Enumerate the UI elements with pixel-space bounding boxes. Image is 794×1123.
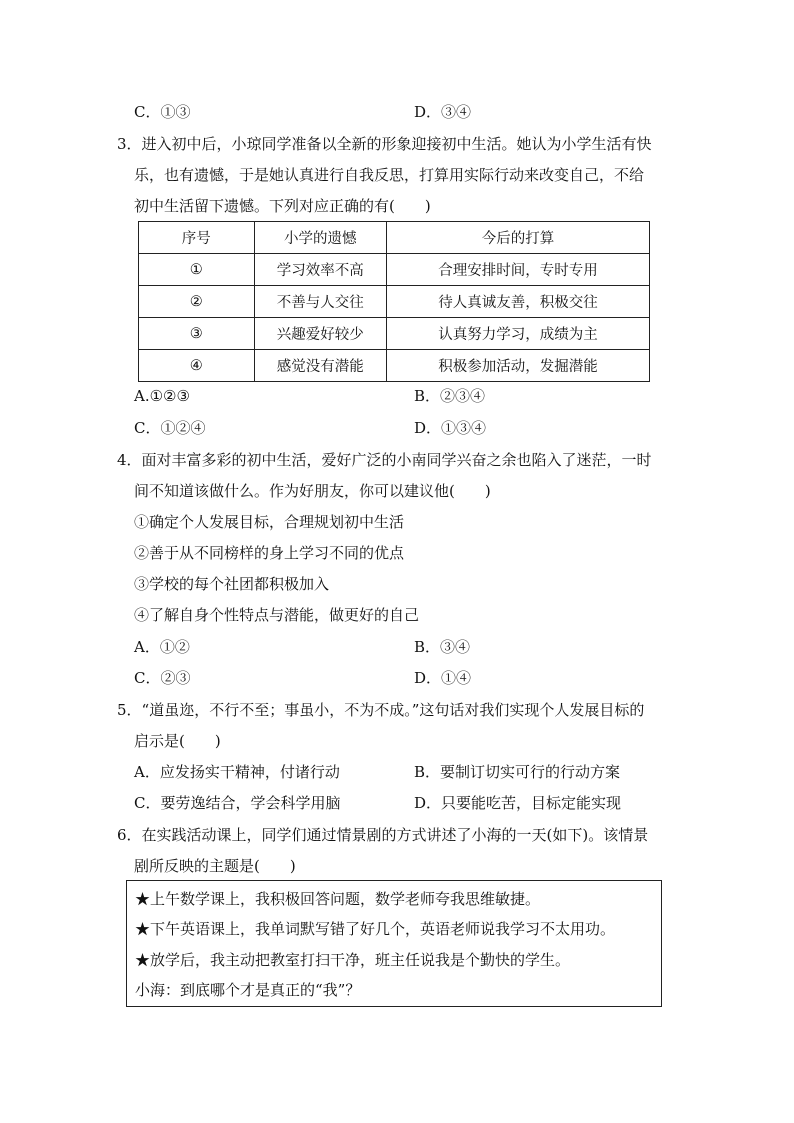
question-3-line-3: 初中生活留下遗憾。下列对应正确的有( )	[134, 197, 431, 215]
table-cell: 兴趣爱好较少	[254, 318, 386, 350]
question-6-line-1: 6．在实践活动课上，同学们通过情景剧的方式讲述了小海的一天(如下)。该情景	[117, 826, 649, 844]
option-d[interactable]: D．③④	[414, 103, 472, 121]
table-cell: 待人真诚友善，积极交往	[387, 286, 650, 318]
option-a[interactable]: A．①②	[134, 638, 190, 656]
option-a[interactable]: A.①②③	[134, 387, 190, 405]
option-d[interactable]: D．只要能吃苦，目标定能实现	[414, 794, 622, 812]
table-header: 今后的打算	[387, 222, 650, 254]
table-cell: 合理安排时间，专时专用	[387, 254, 650, 286]
question-3-line-1: 3．进入初中后，小琼同学准备以全新的形象迎接初中生活。她认为小学生活有快	[117, 135, 652, 153]
option-c[interactable]: C．①③	[134, 103, 191, 121]
table-cell: 积极参加活动，发掘潜能	[387, 350, 650, 382]
option-c[interactable]: C．②③	[134, 669, 191, 687]
question-3-line-2: 乐，也有遗憾，于是她认真进行自我反思，打算用实际行动来改变自己，不给	[134, 166, 645, 184]
table-row	[139, 286, 650, 318]
question-4-line-2: 间不知道该做什么。作为好朋友，你可以建议他( )	[134, 482, 491, 500]
scenario-line: 小海：到底哪个才是真正的“我”？	[135, 981, 361, 999]
scenario-line: ★放学后，我主动把教室打扫干净，班主任说我是个勤快的学生。	[135, 951, 571, 969]
question-5-line-2: 启示是( )	[134, 732, 221, 750]
option-b[interactable]: B．②③④	[414, 387, 486, 405]
table-cell: ①	[139, 254, 255, 286]
option-d[interactable]: D．①③④	[414, 419, 487, 437]
table-row	[139, 318, 650, 350]
table-cell: ②	[139, 286, 255, 318]
option-c[interactable]: C．要劳逸结合，学会科学用脑	[134, 794, 341, 812]
table-cell: 学习效率不高	[254, 254, 386, 286]
table-header-row	[139, 222, 650, 254]
question-5-line-1: 5．“道虽迩，不行不至；事虽小，不为不成。”这句话对我们实现个人发展目标的	[117, 701, 645, 719]
statement-item: ②善于从不同榜样的身上学习不同的优点	[134, 544, 405, 562]
question-3-table	[138, 221, 650, 382]
table-cell: ③	[139, 318, 255, 350]
statement-item: ④了解自身个性特点与潜能，做更好的自己	[134, 606, 420, 624]
question-4-line-1: 4．面对丰富多彩的初中生活，爱好广泛的小南同学兴奋之余也陷入了迷茫，一时	[117, 451, 652, 469]
statement-item: ①确定个人发展目标，合理规划初中生活	[134, 513, 405, 531]
table-header: 小学的遗憾	[254, 222, 386, 254]
option-a[interactable]: A．应发扬实干精神，付诸行动	[134, 763, 340, 781]
question-6-line-2: 剧所反映的主题是( )	[134, 857, 296, 875]
table-cell: ④	[139, 350, 255, 382]
option-b[interactable]: B．要制订切实可行的行动方案	[414, 763, 621, 781]
table-row	[139, 350, 650, 382]
option-c[interactable]: C．①②④	[134, 419, 206, 437]
table-cell: 认真努力学习，成绩为主	[387, 318, 650, 350]
table-cell: 感觉没有潜能	[254, 350, 386, 382]
scenario-line: ★上午数学课上，我积极回答问题，数学老师夸我思维敏捷。	[135, 890, 541, 908]
table-cell: 不善与人交往	[254, 286, 386, 318]
option-b[interactable]: B．③④	[414, 638, 471, 656]
statement-item: ③学校的每个社团都积极加入	[134, 575, 330, 593]
scenario-line: ★下午英语课上，我单词默写错了好几个，英语老师说我学习不太用功。	[135, 920, 616, 938]
table-row	[139, 254, 650, 286]
option-d[interactable]: D．①④	[414, 669, 472, 687]
table-header: 序号	[139, 222, 255, 254]
scenario-box	[126, 880, 662, 1007]
